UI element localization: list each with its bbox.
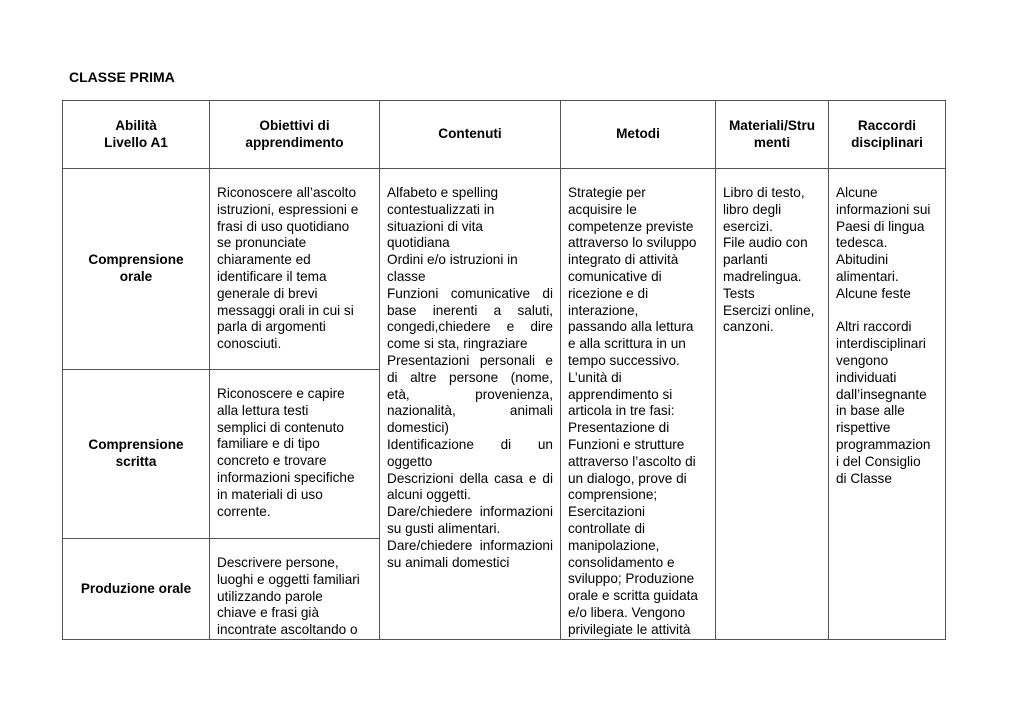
contenuti-cell: Alfabeto e spelling contestualizzati in situazioni di vita quotidiana Ordini e/o istruzioni in classe Funzioni comunicative di base inerenti a saluti, congedi,chiedere e dire come si sta, ringraziare Presentazioni personali e di altre persone (nome, età, provenienza, nazionalità, animali domestici) Identificazione di un oggetto Descrizioni della casa e di alcuni oggetti. Dare/chiedere informazioni su gusti alimentari. Dare/chiedere informazioni su animali domestici [380, 169, 561, 640]
obiettivi-cell: Riconoscere e capire alla lettura testi semplici di contenuto familiare e di tipo concreto e trovare informazioni specifiche in materiali di uso corrente. [210, 370, 380, 539]
page-title: CLASSE PRIMA [69, 69, 175, 85]
obiettivi-cell: Riconoscere all’ascolto istruzioni, espressioni e frasi di uso quotidiano se pronunciate chiaramente ed identificare il tema generale di brevi messaggi orali in cui si parla di argomenti conosciuti. [210, 169, 380, 370]
header-abilita: Abilità Livello A1 [63, 101, 210, 169]
abilita-cell: Produzione orale [63, 539, 210, 640]
metodi-cell: Strategie per acquisire le competenze previste attraverso lo sviluppo integrato di attività comunicative di ricezione e di interazione, passando alla lettura e alla scrittura in un tempo successivo. L’unità di apprendimento si articola in tre fasi: Presentazione di Funzioni e strutture attraverso l’ascolto di un dialogo, prove di comprensione; Esercitazioni controllate di manipolazione, consolidamento e sviluppo; Produzione orale e scritta guidata e/o libera. Vengono privilegiate le attività [561, 169, 716, 640]
obiettivi-cell: Descrivere persone, luoghi e oggetti familiari utilizzando parole chiave e frasi già incontrate ascoltando o [210, 539, 380, 640]
abilita-cell: Comprensione scritta [63, 370, 210, 539]
raccordi-cell: Alcune informazioni sui Paesi di lingua tedesca. Abitudini alimentari. Alcune feste Altri raccordi interdisciplinari vengono individuati dall’insegnante in base alle rispettive programmazion i del Consiglio di Classe [829, 169, 946, 640]
header-raccordi: Raccordi disciplinari [829, 101, 946, 169]
materiali-cell: Libro di testo, libro degli esercizi. File audio con parlanti madrelingua. Tests Esercizi online, canzoni. [716, 169, 829, 640]
header-contenuti: Contenuti [380, 101, 561, 169]
header-materiali: Materiali/Stru menti [716, 101, 829, 169]
abilita-cell: Comprensione orale [63, 169, 210, 370]
curriculum-table [62, 100, 946, 640]
header-row [63, 101, 946, 169]
table-row [63, 169, 946, 370]
header-obiettivi: Obiettivi di apprendimento [210, 101, 380, 169]
header-metodi: Metodi [561, 101, 716, 169]
